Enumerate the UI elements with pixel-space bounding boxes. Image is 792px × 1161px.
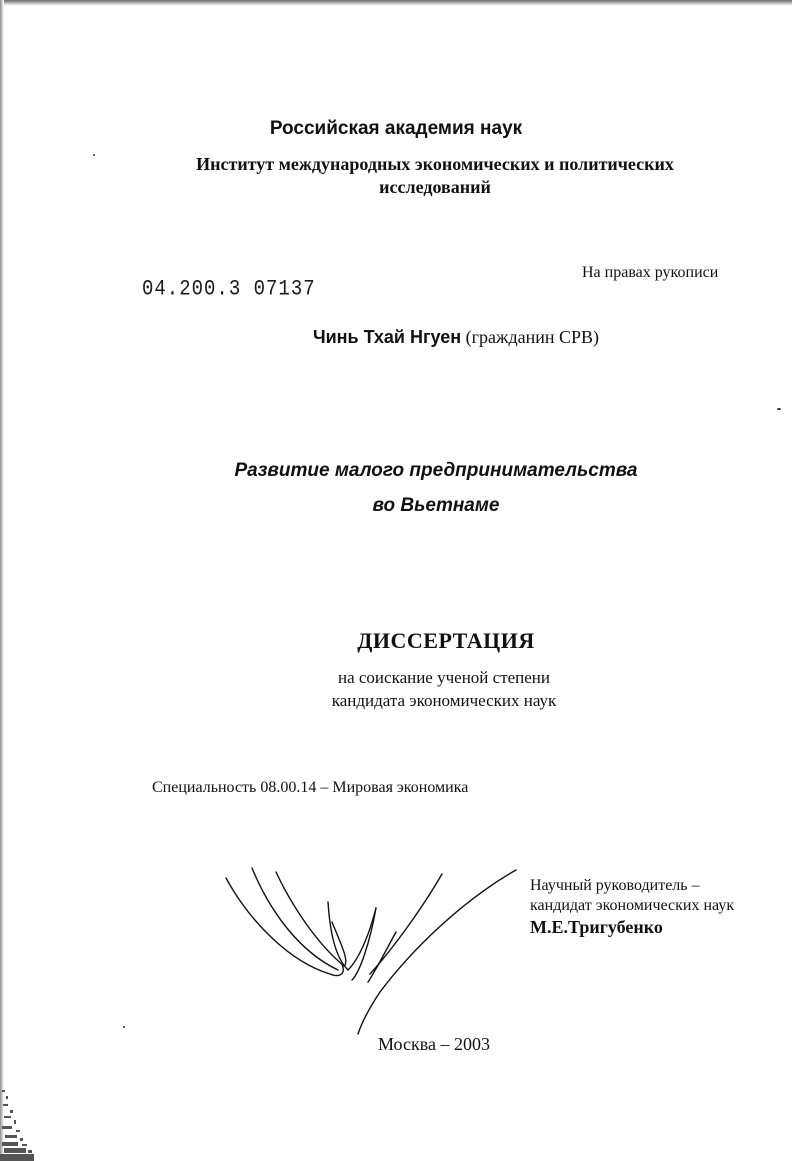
specialty: Специальность 08.00.14 – Мировая экономика	[152, 779, 469, 796]
degree-line-2: кандидата экономических наук	[331, 691, 557, 710]
supervisor-block	[530, 876, 734, 937]
institute-name: Институт международных экономических и политических исследований	[196, 154, 674, 197]
scan-top-edge	[0, 0, 792, 6]
scan-speck	[777, 408, 781, 410]
scan-speck	[93, 154, 95, 156]
scan-left-edge	[0, 0, 4, 1161]
author-line	[60, 327, 792, 348]
academy-name: Российская академия наук	[269, 118, 523, 139]
scan-corner-noise	[0, 1080, 40, 1161]
dissertation-title-line-1: Развитие малого предпринимательства	[234, 460, 638, 481]
document-type: ДИССЕРТАЦИЯ	[357, 628, 535, 653]
degree-line-1: на соискание ученой степени	[337, 668, 551, 687]
supervisor-role-line-1: Научный руководитель –	[530, 877, 700, 894]
supervisor-name: М.Е.Тригубенко	[530, 917, 663, 937]
author-name: Чинь Тхай Нгуен	[312, 327, 462, 347]
supervisor-role-line-2: кандидат экономических наук	[530, 897, 735, 914]
scan-speck	[123, 1026, 125, 1028]
rights-note: На правах рукописи	[582, 264, 719, 281]
handwritten-signature	[220, 862, 520, 1042]
dissertation-title-line-2: во Вьетнаме	[372, 495, 500, 516]
author-citizenship: (гражданин СРВ)	[465, 327, 600, 347]
registration-stamp-number: 04.200.3 07137	[142, 276, 316, 302]
city-year: Москва – 2003	[378, 1034, 490, 1054]
